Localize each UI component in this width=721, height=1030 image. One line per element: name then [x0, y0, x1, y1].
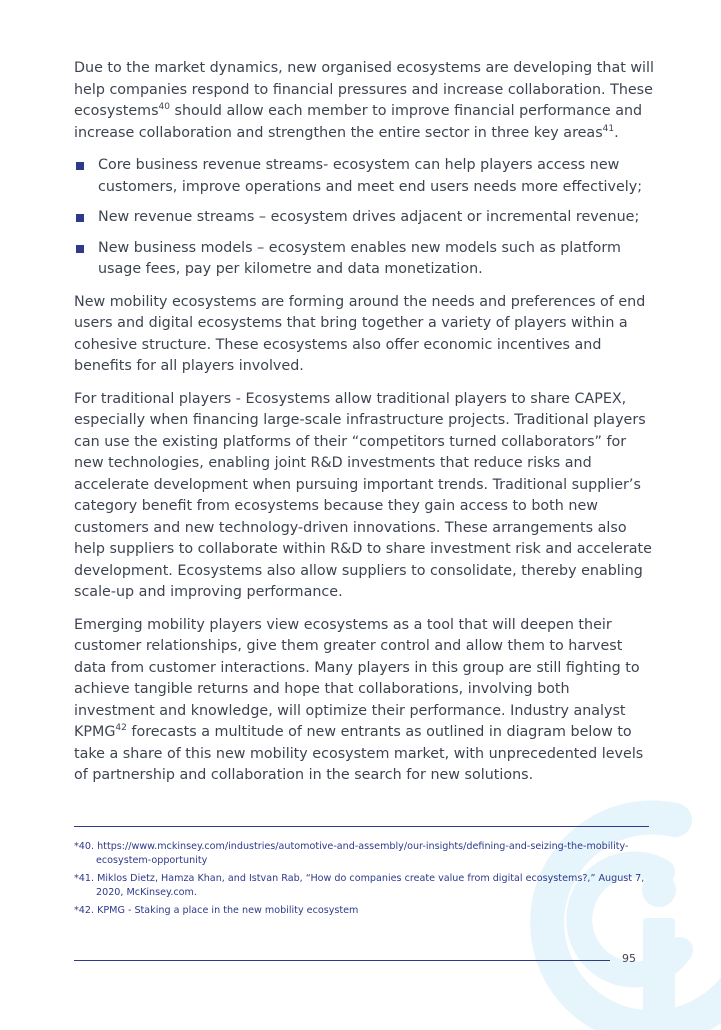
main-content — [74, 58, 654, 798]
footer-divider — [74, 960, 610, 961]
paragraph-intro: Due to the market dynamics, new organised ecosystems are developing that will help companies respond to financial pressures and increase collaboration. These ecosystems$^{40}$ should allow each member to improve financial performance and increase collaboration and strengthen the entire sector in three key areas$^{41}$. — [74, 60, 654, 141]
paragraph-mobility-ecosystems: New mobility ecosystems are forming around the needs and preferences of end users and digital ecosystems that bring together a variety of players within a cohesive structure. These ecosystems also offer economic incentives and benefits for all players involved. — [74, 293, 646, 374]
footnote-40: *40. https://www.mckinsey.com/industries/automotive-and-assembly/our-insights/defining-and-seizing-the-mobility-ecosystem-opportunity — [74, 841, 629, 866]
square-bullet-icon — [76, 162, 84, 170]
list-item: New business models – ecosystem enables new models such as platform usage fees, pay per kilometre and data monetization. — [74, 238, 654, 281]
square-bullet-icon — [76, 214, 84, 222]
footnote-ref-40: 40 — [158, 102, 170, 113]
paragraph-emerging-players: Emerging mobility players view ecosystems as a tool that will deepen their customer relationships, give them greater control and allow them to harvest data from customer interactions. Many players in this group are still fighting to achieve tangible returns and hope that collaborations, involving both investment and knowledge, will optimize their performance. Industry analyst KPMG$^{42}$ forecasts a multitude of new entrants as outlined in diagram below to take a share of this new mobility ecosystem market, with unprecedented levels of partnership and collaboration in the search for new solutions. — [74, 616, 644, 783]
page-number: 95 — [622, 952, 636, 965]
footnote-divider — [74, 826, 649, 827]
paragraph-traditional-players: For traditional players - Ecosystems allow traditional players to share CAPEX, especially when financing large-scale infrastructure projects. Traditional players can use the existing platforms of their “competitors turned collaborators” for new technologies, enabling joint R&D investments that reduce risks and accelerate development when pursuing important trends. Traditional supplier’s category benefit from ecosystems because they gain access to both new customers and new technology-driven innovations. These arrangements also help suppliers to collaborate within R&D to share investment risk and accelerate development. Ecosystems also allow suppliers to consolidate, thereby enabling scale-up and improving performance. — [74, 390, 652, 600]
footnote-41: *41. Miklos Dietz, Hamza Khan, and Istvan Rab, “How do companies create value from digital ecosystems?,” August 7, 2020, McKinsey.com. — [74, 873, 645, 898]
list-item: New revenue streams – ecosystem drives adjacent or incremental revenue; — [74, 207, 654, 229]
list-item: Core business revenue streams- ecosystem can help players access new customers, improve operations and meet end users needs more effectively; — [74, 155, 654, 198]
footnote-ref-41: 41 — [602, 123, 615, 134]
footnote-42: *42. KPMG - Staking a place in the new mobility ecosystem — [74, 905, 359, 916]
key-areas-list — [74, 155, 654, 281]
footnote-ref-42: 42 — [115, 723, 127, 734]
square-bullet-icon — [76, 245, 84, 253]
footnotes — [74, 840, 649, 923]
